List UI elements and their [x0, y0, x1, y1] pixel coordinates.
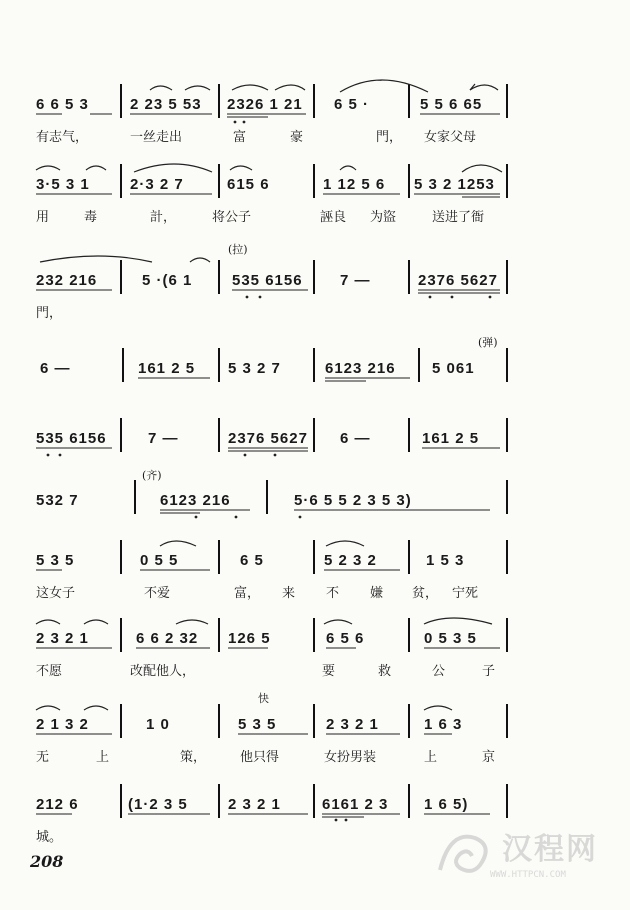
measure: 232 216	[36, 272, 98, 289]
measure: 3·5 3 1	[36, 176, 90, 193]
barline	[218, 784, 220, 818]
measure: 161 2 5	[138, 360, 196, 377]
measure: 126 5	[228, 630, 271, 647]
measure: 6123 216	[160, 492, 231, 509]
measure: 5 3 5	[238, 716, 277, 733]
measure: 1 5 3	[426, 552, 465, 569]
barline	[408, 618, 410, 652]
lyric: 不愿	[36, 664, 63, 679]
barline	[313, 348, 315, 382]
lyric: 上	[96, 750, 110, 765]
measure: 1 6 5)	[424, 796, 469, 813]
barline	[506, 618, 508, 652]
lyric-line	[0, 582, 630, 602]
notation-line	[0, 176, 630, 198]
barline	[408, 260, 410, 294]
lyric: 不	[326, 586, 340, 601]
lyric: 将公子	[212, 210, 252, 225]
watermark	[430, 820, 620, 900]
lyric: 这女子	[36, 586, 76, 601]
notation-line	[0, 96, 630, 118]
lyric: 策，	[180, 750, 207, 765]
notation-line	[0, 552, 630, 574]
measure: 5 ·(6 1	[142, 272, 193, 289]
measure: 212 6	[36, 796, 79, 813]
lyric: 改配他人，	[130, 664, 196, 679]
measure: 6 6 5 3	[36, 96, 89, 113]
measure: 0 5 5	[140, 552, 179, 569]
barline	[120, 260, 122, 294]
barline	[418, 348, 420, 382]
lyric: 救	[378, 664, 392, 679]
measure: 5 3 5	[36, 552, 75, 569]
lyric: 城。	[36, 830, 63, 845]
measure: 5 061	[432, 360, 475, 377]
lyric: 宁死	[452, 586, 479, 601]
barline	[218, 164, 220, 198]
measure: 5·6 5 5 2 3 5 3)	[294, 492, 412, 509]
barline	[408, 418, 410, 452]
barline	[120, 618, 122, 652]
measure: 2 3 2 1	[228, 796, 281, 813]
measure: 2376 5627	[228, 430, 308, 447]
barline	[506, 164, 508, 198]
barline	[218, 540, 220, 574]
lyric: 要	[322, 664, 336, 679]
barline	[120, 164, 122, 198]
measure: 161 2 5	[422, 430, 480, 447]
measure: 2326 1 21	[227, 96, 303, 113]
lyric: 来	[282, 586, 296, 601]
lyric-line	[0, 746, 630, 766]
barline	[506, 784, 508, 818]
lyric: 計，	[150, 210, 177, 225]
lyric: 有志气，	[36, 130, 89, 145]
measure: 6 6 2 32	[136, 630, 199, 647]
barline	[120, 84, 122, 118]
measure: 6161 2 3	[322, 796, 389, 813]
barline	[313, 618, 315, 652]
measure: 535 6156	[36, 430, 107, 447]
measure: 6 5	[240, 552, 264, 569]
measure: (1·2 3 5	[128, 796, 188, 813]
barline	[313, 260, 315, 294]
barline	[506, 418, 508, 452]
marking-qi: (齐)	[142, 469, 162, 482]
barline	[313, 164, 315, 198]
measure: 5 3 2 7	[228, 360, 281, 377]
measure: 615 6	[227, 176, 270, 193]
measure: 6 —	[40, 360, 71, 377]
lyric-line	[0, 126, 630, 146]
lyric: 公	[432, 664, 446, 679]
barline	[408, 540, 410, 574]
measure: 2 3 2 1	[326, 716, 379, 733]
measure: 7 —	[340, 272, 371, 289]
measure: 6 5 6	[326, 630, 365, 647]
measure: 6 —	[340, 430, 371, 447]
measure: 2 1 3 2	[36, 716, 89, 733]
measure: 2 3 2 1	[36, 630, 89, 647]
marking-la: (拉)	[228, 243, 248, 256]
marking-kuai: 快	[258, 692, 269, 705]
measure: 532 7	[36, 492, 79, 509]
lyric: 門，	[36, 306, 63, 321]
measure: 5 3 2 1253	[414, 176, 495, 193]
barline	[313, 704, 315, 738]
lyric: 为盜	[370, 210, 397, 225]
measure: 2·3 2 7	[130, 176, 184, 193]
measure: 1 12 5 6	[323, 176, 386, 193]
barline	[506, 540, 508, 574]
lyric: 一丝走出	[130, 130, 183, 145]
barline	[120, 704, 122, 738]
barline	[120, 418, 122, 452]
barline	[120, 784, 122, 818]
barline	[218, 84, 220, 118]
notation-line	[0, 716, 630, 738]
lyric: 豪	[290, 130, 304, 145]
barline	[506, 260, 508, 294]
notation-line	[0, 630, 630, 652]
lyric: 不爱	[144, 586, 171, 601]
measure: 1 0	[146, 716, 170, 733]
lyric: 京	[482, 750, 496, 765]
notation-line	[0, 360, 630, 382]
watermark-brand: 汉程网	[502, 832, 598, 867]
notation-line	[0, 272, 630, 294]
measure: 1 6 3	[424, 716, 463, 733]
marking-tan: (弹)	[478, 336, 498, 349]
lyric: 富	[233, 130, 247, 145]
barline	[134, 480, 136, 514]
barline	[408, 704, 410, 738]
measure: 5 5 6 65	[420, 96, 483, 113]
barline	[313, 84, 315, 118]
barline	[408, 84, 410, 118]
barline	[408, 164, 410, 198]
lyric: 无	[36, 750, 50, 765]
barline	[313, 418, 315, 452]
barline	[218, 418, 220, 452]
lyric-line	[0, 660, 630, 680]
lyric: 誣良	[320, 210, 347, 225]
lyric: 嫌	[370, 586, 384, 601]
barline	[218, 348, 220, 382]
lyric: 女扮男装	[324, 750, 377, 765]
measure: 2376 5627	[418, 272, 498, 289]
barline	[218, 704, 220, 738]
lyric: 富，	[234, 586, 261, 601]
barline	[218, 618, 220, 652]
lyric: 門，	[376, 130, 403, 145]
measure: 5 2 3 2	[324, 552, 377, 569]
lyric: 他只得	[240, 750, 280, 765]
barline	[506, 84, 508, 118]
barline	[266, 480, 268, 514]
lyric: 女家父母	[424, 130, 477, 145]
barline	[313, 784, 315, 818]
barline	[408, 784, 410, 818]
barline	[506, 348, 508, 382]
barline	[120, 540, 122, 574]
watermark-url: WWW.HTTPCN.COM	[490, 870, 566, 880]
barline	[506, 480, 508, 514]
measure: 2 23 5 53	[130, 96, 202, 113]
barline	[122, 348, 124, 382]
lyric: 用	[36, 210, 50, 225]
notation-line	[0, 430, 630, 452]
barline	[313, 540, 315, 574]
notation-line	[0, 796, 630, 818]
measure: 0 5 3 5	[424, 630, 477, 647]
measure: 6123 216	[325, 360, 396, 377]
lyric-line	[0, 302, 630, 322]
measure: 6 5 ·	[334, 96, 370, 113]
lyric: 毒	[84, 210, 98, 225]
notation-line	[0, 492, 630, 514]
measure: 7 —	[148, 430, 179, 447]
lyric: 上	[424, 750, 438, 765]
lyric: 子	[482, 664, 496, 679]
lyric-line	[0, 206, 630, 226]
lyric: 贫，	[412, 586, 439, 601]
lyric: 送进了衙	[432, 210, 485, 225]
measure: 535 6156	[232, 272, 303, 289]
barline	[506, 704, 508, 738]
barline	[218, 260, 220, 294]
page-number: 208	[30, 852, 64, 871]
